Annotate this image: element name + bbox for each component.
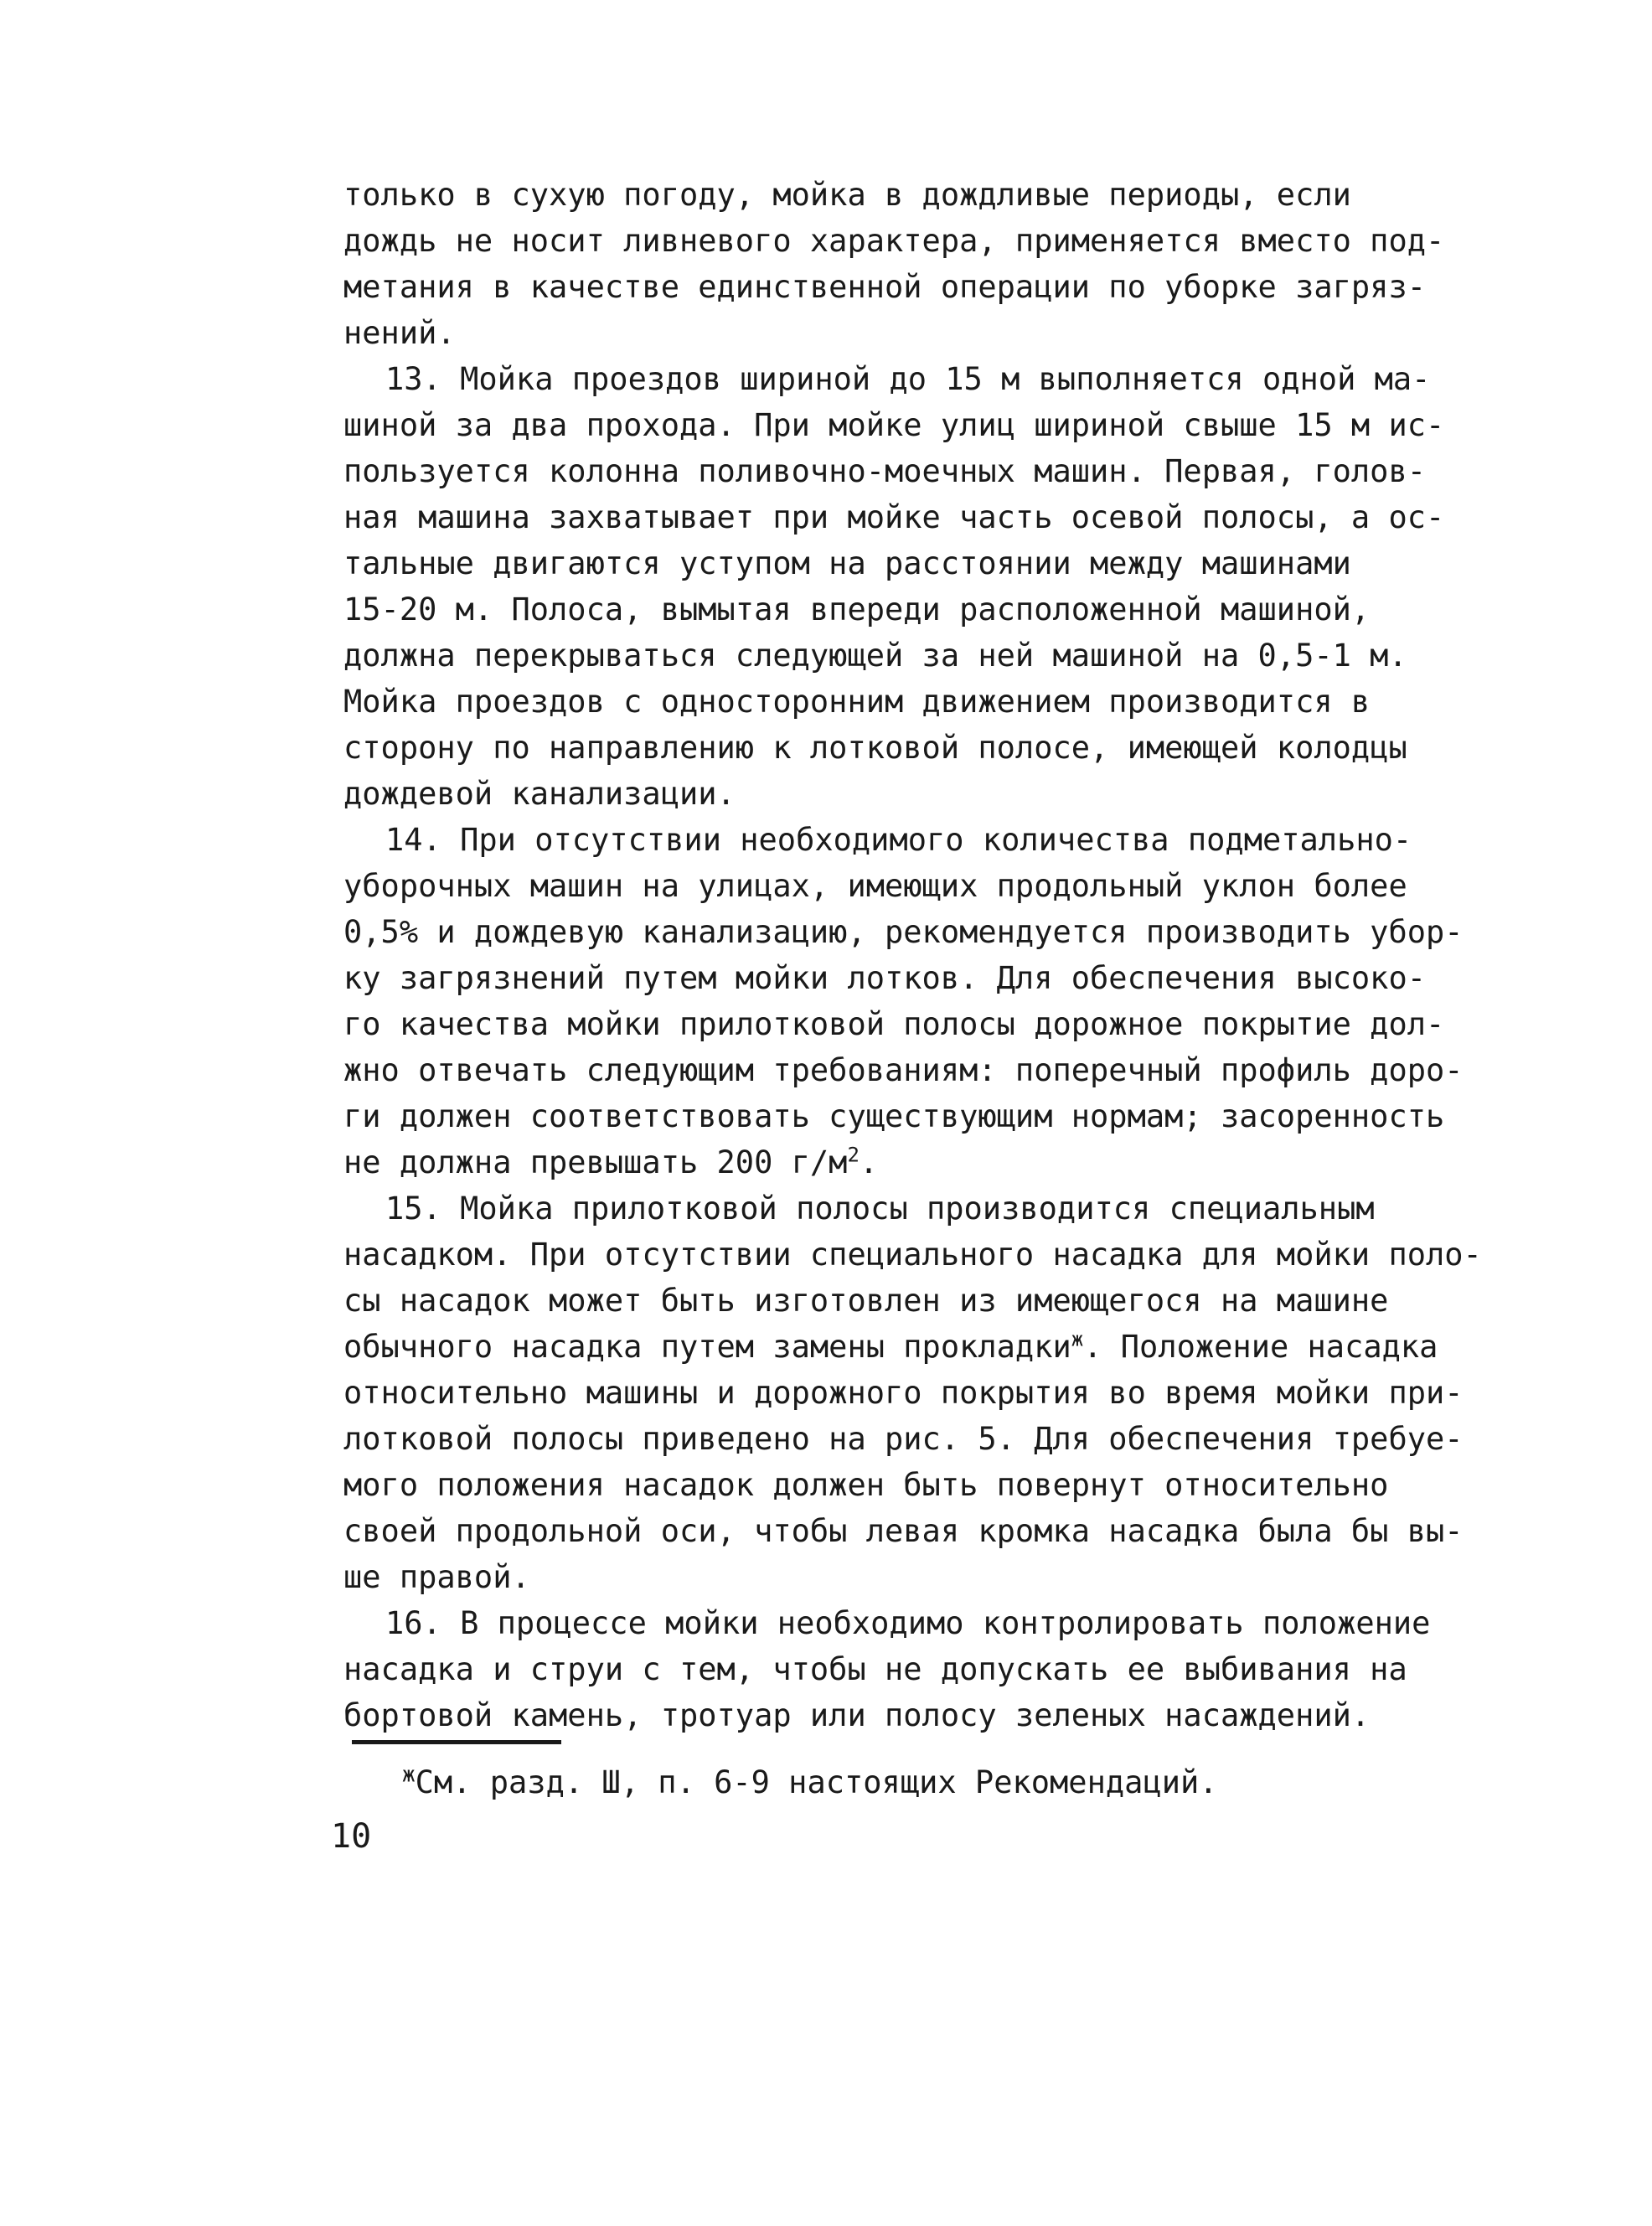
- text-line: [343, 310, 1424, 356]
- text-line: [343, 1508, 1464, 1554]
- line-text: насадком. При отсутствии специального насадка для мойки поло-: [343, 1237, 1482, 1273]
- body-text: [343, 172, 1482, 1738]
- text-line: [343, 1416, 1464, 1462]
- paragraph-start-line: [343, 1600, 1431, 1646]
- line-text: бортовой камень, тротуар или полосу зеленых насаждений.: [343, 1697, 1371, 1733]
- line-text: относительно машины и дорожного покрытия во время мойки при-: [343, 1375, 1464, 1411]
- paragraph-start-line: [343, 356, 1431, 402]
- text-line: [343, 1554, 1424, 1600]
- line-text: обычного насадка путем замены прокладки: [343, 1329, 1071, 1365]
- line-text: должна перекрываться следующей за ней машиной на 0,5-1 м.: [343, 638, 1407, 674]
- line-text: своей продольной оси, чтобы левая кромка насадка была бы вы-: [343, 1513, 1464, 1549]
- line-text: 16. В процессе мойки необходимо контролировать положение: [385, 1605, 1431, 1641]
- text-line: [343, 863, 1424, 909]
- text-line: [343, 909, 1464, 955]
- line-text: 15. Мойка прилотковой полосы производится специальным: [385, 1190, 1375, 1227]
- line-text: дождевой канализации.: [343, 776, 736, 812]
- line-text: жно отвечать следующим требованиям: поперечный профиль доро-: [343, 1052, 1464, 1088]
- text-line: [343, 633, 1424, 679]
- text-line: [343, 1692, 1424, 1738]
- text-line: [343, 494, 1445, 540]
- footnote-mark: ж: [402, 1762, 416, 1788]
- footnote-text: См. разд. Ш, п. 6-9 настоящих Рекомендаций.: [415, 1764, 1218, 1800]
- line-text: сы насадок может быть изготовлен из имеющегося на машине: [343, 1283, 1389, 1319]
- text-line: [343, 586, 1424, 633]
- line-text: только в сухую погоду, мойка в дождливые периоды, если: [343, 177, 1351, 213]
- text-line: [343, 1139, 1424, 1185]
- text-line: [343, 540, 1424, 586]
- line-text: мого положения насадок должен быть повернут относительно: [343, 1467, 1389, 1503]
- page-number: 10: [331, 1817, 372, 1856]
- superscript: ж: [1071, 1327, 1084, 1351]
- line-text: тальные двигаются уступом на расстоянии между машинами: [343, 545, 1351, 581]
- line-text: 13. Мойка проездов шириной до 15 м выполняется одной ма-: [385, 361, 1431, 397]
- line-text: Мойка проездов с односторонним движением производится в: [343, 684, 1371, 720]
- line-text: лотковой полосы приведено на рис. 5. Для обеспечения требуе-: [343, 1421, 1464, 1457]
- line-text: насадка и струи с тем, чтобы не допускать ее выбивания на: [343, 1651, 1407, 1687]
- paragraph-start-line: [343, 1185, 1424, 1232]
- text-line: [343, 1646, 1424, 1692]
- footnote: [402, 1759, 1218, 1805]
- line-text: уборочных машин на улицах, имеющих продольный уклон более: [343, 868, 1407, 904]
- line-text: 0,5% и дождевую канализацию, рекомендуется производить убор-: [343, 914, 1464, 950]
- text-line: [343, 955, 1427, 1001]
- line-text: ку загрязнений путем мойки лотков. Для обеспечения высоко-: [343, 960, 1427, 996]
- line-text: сторону по направлению к лотковой полосе, имеющей колодцы: [343, 730, 1407, 766]
- text-line: [343, 771, 1424, 817]
- text-line: [343, 448, 1427, 494]
- line-text: пользуется колонна поливочно-моечных машин. Первая, голов-: [343, 453, 1427, 489]
- text-line: [343, 1001, 1445, 1047]
- text-line: [343, 172, 1424, 218]
- line-text: ше правой.: [343, 1559, 530, 1595]
- text-line: [343, 1462, 1424, 1508]
- text-line: [343, 679, 1424, 725]
- text-line: [343, 264, 1427, 310]
- line-text: го качества мойки прилотковой полосы дорожное покрытие дол-: [343, 1006, 1445, 1042]
- line-text: шиной за два прохода. При мойке улиц шириной свыше 15 м ис-: [343, 407, 1445, 443]
- text-line: [343, 402, 1445, 448]
- text-line: [343, 725, 1424, 771]
- paragraph-start-line: [343, 817, 1424, 863]
- text-line: [343, 1232, 1482, 1278]
- superscript: 2: [847, 1143, 860, 1167]
- text-line: [343, 1324, 1438, 1370]
- text-line: [343, 1047, 1464, 1093]
- footnote-divider: [352, 1740, 561, 1744]
- text-line: [343, 218, 1445, 264]
- line-text: дождь не носит ливневого характера, применяется вместо под-: [343, 223, 1445, 259]
- line-text: ная машина захватывает при мойке часть осевой полосы, а ос-: [343, 499, 1445, 535]
- line-text-continuation: .: [859, 1144, 879, 1180]
- line-text: метания в качестве единственной операции по уборке загряз-: [343, 269, 1427, 305]
- line-text: 14. При отсутствии необходимого количества подметально-: [385, 822, 1412, 858]
- line-text: нений.: [343, 315, 456, 351]
- text-line: [343, 1370, 1464, 1416]
- line-text: 15-20 м. Полоса, вымытая впереди расположенной машиной,: [343, 591, 1371, 628]
- text-line: [343, 1278, 1424, 1324]
- line-text: не должна превышать 200 г/м: [343, 1144, 848, 1180]
- text-line: [343, 1093, 1445, 1139]
- line-text-continuation: . Положение насадка: [1083, 1329, 1438, 1365]
- line-text: ги должен соответствовать существующим нормам; засоренность: [343, 1098, 1445, 1134]
